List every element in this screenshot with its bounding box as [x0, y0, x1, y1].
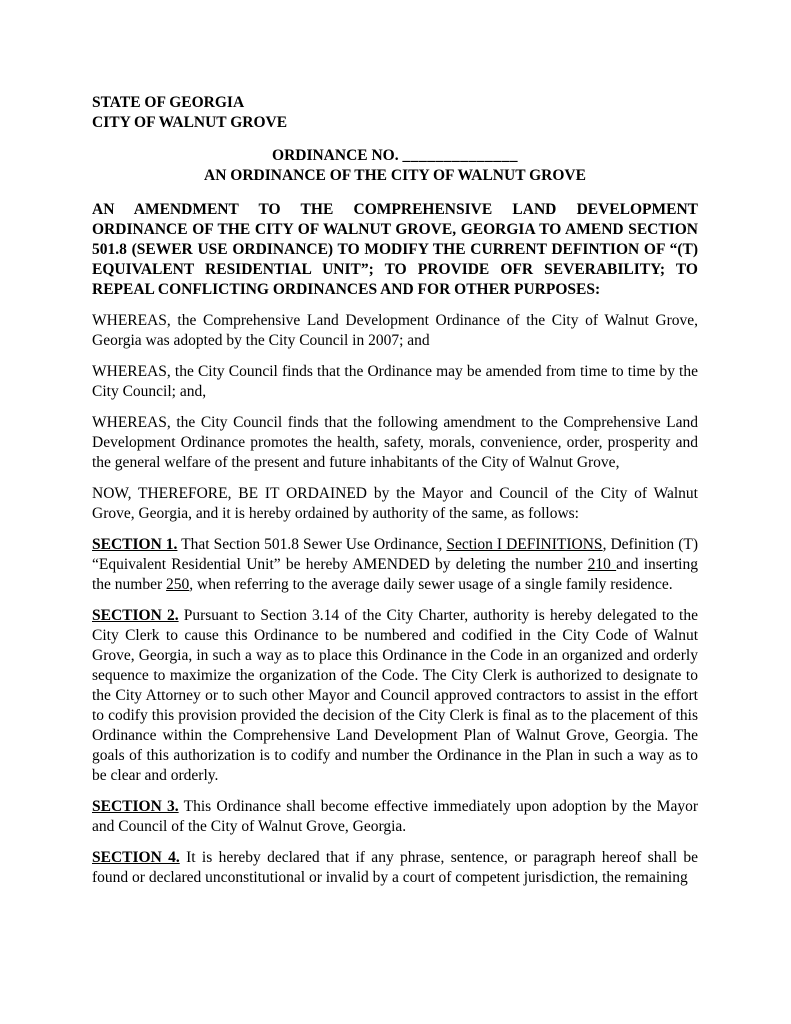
- text-run: That Section 501.8 Sewer Use Ordinance,: [177, 536, 447, 553]
- whereas-paragraph-1: [92, 311, 698, 351]
- preamble-paragraph: [92, 200, 698, 300]
- whereas-paragraph-3: [92, 413, 698, 473]
- ordinance-subtitle: AN ORDINANCE OF THE CITY OF WALNUT GROVE: [204, 167, 586, 184]
- section-4-paragraph: [92, 848, 698, 888]
- header-state-line: STATE OF GEORGIA: [92, 94, 245, 111]
- text-run: WHEREAS, the City Council finds that the Ordinance may be amended from time to time by the City Council; and,: [92, 363, 698, 400]
- section-1-paragraph: [92, 535, 698, 595]
- text-run: 250: [166, 576, 190, 593]
- text-run: Section I DEFINITIONS: [446, 536, 603, 553]
- document-header: [92, 93, 698, 133]
- header-city-line: CITY OF WALNUT GROVE: [92, 114, 288, 131]
- document-title: [92, 146, 698, 186]
- text-run: WHEREAS, the City Council finds that the following amendment to the Comprehensive Land Development Ordinance promotes the health, safety, morals, convenience, order, prosperity and the general welfare of the present and future inhabitants of the City of Walnut Grove,: [92, 414, 698, 471]
- text-run: WHEREAS, the Comprehensive Land Development Ordinance of the City of Walnut Grove, Georgia was adopted by the City Council in 2007; and: [92, 312, 698, 349]
- text-run: , when referring to the average daily sewer usage of a single family residence.: [189, 576, 673, 593]
- text-run: SECTION 4.: [92, 849, 180, 866]
- section-2-paragraph: [92, 606, 698, 786]
- ordinance-number-blank: ______________: [402, 147, 518, 164]
- text-run: SECTION 2.: [92, 607, 179, 624]
- text-run: NOW, THEREFORE, BE IT ORDAINED by the Mayor and Council of the City of Walnut Grove, Georgia, and it is hereby ordained by authority of the same, as follows:: [92, 485, 698, 522]
- text-run: SECTION 3.: [92, 798, 179, 815]
- text-run: AN AMENDMENT TO THE COMPREHENSIVE LAND DEVELOPMENT ORDINANCE OF THE CITY OF WALNUT GROVE, GEORGIA TO AMEND SECTION 501.8 (SEWER USE ORDINANCE) TO MODIFY THE CURRENT DEFINTION OF “(T) EQUIVALENT RESIDENTIAL UNIT”; TO PROVIDE OFR SEVERABILITY; TO REPEAL CONFLICTING ORDINANCES AND FOR OTHER PURPOSES:: [92, 201, 698, 298]
- whereas-paragraph-2: [92, 362, 698, 402]
- text-run: , Definition (T) “Equivalent Residential Unit” be hereby AMENDED by deleting the number: [92, 536, 698, 573]
- text-run: 210: [587, 556, 617, 573]
- text-run: and inserting the number: [92, 556, 698, 593]
- text-run: This Ordinance shall become effective immediately upon adoption by the Mayor and Council of the City of Walnut Grove, Georgia.: [92, 798, 698, 835]
- section-3-paragraph: [92, 797, 698, 837]
- ordinance-number-label: ORDINANCE NO.: [272, 147, 403, 164]
- enactment-paragraph: [92, 484, 698, 524]
- text-run: It is hereby declared that if any phrase, sentence, or paragraph hereof shall be found or declared unconstitutional or invalid by a court of competent jurisdiction, the remaining: [92, 849, 698, 886]
- text-run: Pursuant to Section 3.14 of the City Charter, authority is hereby delegated to the City Clerk to cause this Ordinance to be numbered and codified in the City Code of Walnut Grove, Georgia, in such a way as to place this Ordinance in the Code in an organized and orderly sequence to maximize the organization of the Code. The City Clerk is authorized to designate to the City Attorney or to such other Mayor and Council approved contractors to assist in the effort to codify this provision provided the decision of the City Clerk is final as to the placement of this Ordinance within the Comprehensive Land Development Plan of Walnut Grove, Georgia. The goals of this authorization is to codify and number the Ordinance in the Plan in such a way as to be clear and orderly.: [92, 607, 698, 784]
- text-run: SECTION 1.: [92, 536, 178, 553]
- ordinance-number-line: [92, 146, 698, 166]
